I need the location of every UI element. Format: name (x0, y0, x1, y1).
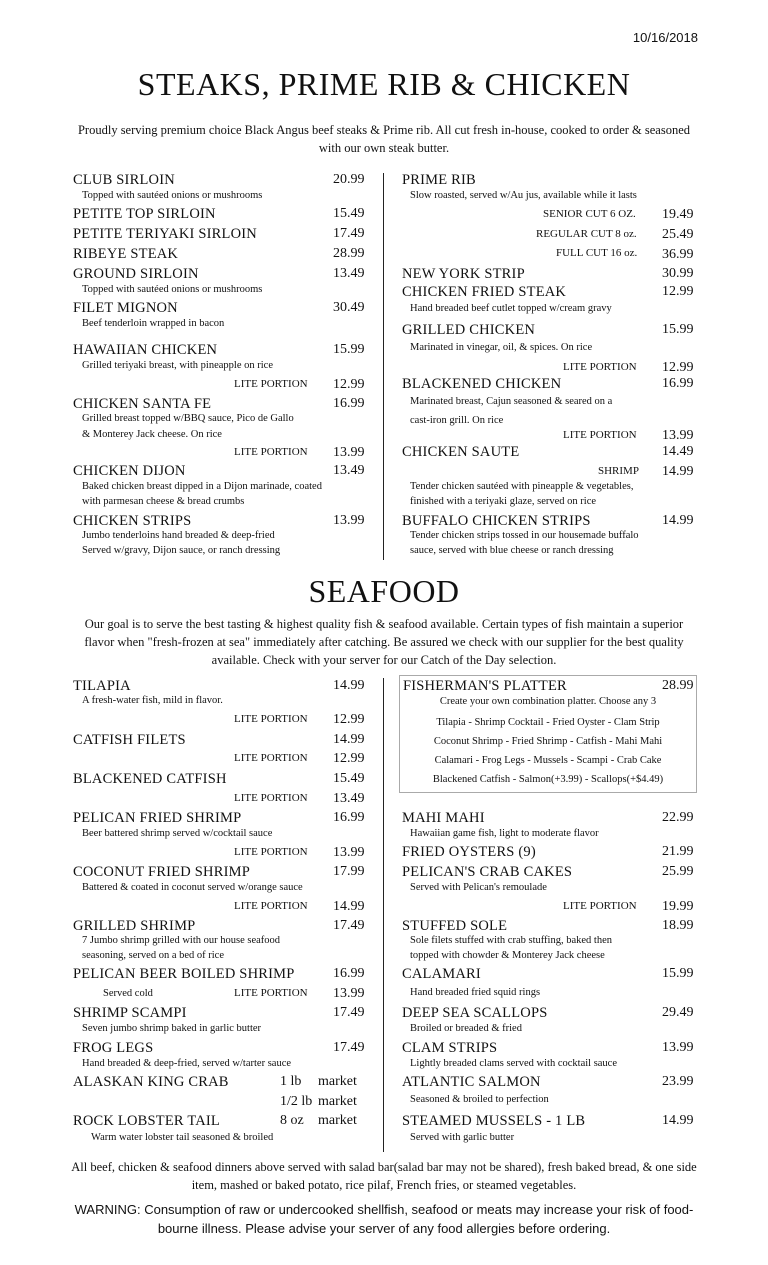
menu-item-price: 30.99 (662, 266, 694, 281)
lite-portion-price: 13.99 (333, 845, 365, 860)
menu-item-price: 13.49 (333, 463, 365, 478)
menu-item-name: PELICAN FRIED SHRIMP (73, 810, 242, 826)
menu-item-description: Served cold (103, 988, 153, 999)
menu-item-description: Broiled or breaded & fried (410, 1023, 522, 1034)
lite-portion-label: LITE PORTION (563, 361, 637, 373)
lite-portion-label: LITE PORTION (234, 900, 308, 912)
menu-item-name: STEAMED MUSSELS - 1 LB (402, 1113, 586, 1129)
menu-item-price: 16.99 (662, 376, 694, 391)
menu-item-description: Warm water lobster tail seasoned & broiled (91, 1132, 274, 1143)
lite-portion-price: 13.99 (333, 986, 365, 1001)
menu-item-description: Hand breaded beef cutlet topped w/cream gravy (410, 303, 612, 314)
lite-portion-price: 13.49 (333, 791, 365, 806)
menu-item-description: Jumbo tenderloins hand breaded & deep-fried (82, 530, 275, 541)
menu-item-description: Grilled teriyaki breast, with pineapple on rice (82, 360, 273, 371)
menu-item-description: sauce, served with blue cheese or ranch dressing (410, 545, 614, 556)
menu-item-description: Served with Pelican's remoulade (410, 882, 547, 893)
menu-item-name: HAWAIIAN CHICKEN (73, 342, 218, 358)
menu-item-description: Hand breaded fried squid rings (410, 987, 541, 998)
menu-item-price: 14.99 (333, 678, 365, 693)
menu-item-price: 25.99 (662, 864, 694, 879)
menu-item-price: market (318, 1113, 357, 1128)
lite-portion-label: LITE PORTION (234, 446, 308, 458)
steaks-intro: Proudly serving premium choice Black Angus beef steaks & Prime rib. All cut fresh in-house, cooked to order & seasoned with our own steak butter. (77, 123, 691, 155)
menu-item-price: 17.49 (333, 1005, 365, 1020)
menu-item-price: 15.99 (333, 342, 365, 357)
menu-date: 10/16/2018 (632, 30, 698, 45)
menu-item-description: Slow roasted, served w/Au jus, available while it lasts (410, 190, 637, 201)
lite-portion-label: LITE PORTION (234, 987, 308, 999)
menu-item-name: NEW YORK STRIP (402, 266, 525, 282)
lite-portion-price: 12.99 (333, 712, 365, 727)
menu-item-name: FROG LEGS (73, 1040, 154, 1056)
food-safety-warning: WARNING: Consumption of raw or undercooked shellfish, seafood or meats may increase your risk of food-bourne illness. Please advise your server of any food allergies before ordering. (74, 1202, 694, 1236)
menu-item-description: Beef tenderloin wrapped in bacon (82, 318, 225, 329)
menu-item-price: 14.99 (333, 732, 365, 747)
platter-options: Calamari - Frog Legs - Mussels - Scampi - Crab Cake (434, 755, 662, 766)
menu-item-description: Baked chicken breast dipped in a Dijon marinade, coated (82, 481, 322, 492)
menu-item-description: Tender chicken sautéed with pineapple & vegetables, (410, 481, 634, 492)
menu-item-description: Served w/gravy, Dijon sauce, or ranch dressing (82, 545, 281, 556)
menu-item-name: MAHI MAHI (402, 810, 485, 826)
lite-portion-price: 19.99 (662, 899, 694, 914)
menu-item-description: topped with chowder & Monterey Jack cheese (410, 950, 605, 961)
lite-portion-label: LITE PORTION (234, 378, 308, 390)
menu-item-description: Seven jumbo shrimp baked in garlic butter (82, 1023, 262, 1034)
lite-portion-price: 13.99 (333, 445, 365, 460)
menu-item-name: ATLANTIC SALMON (402, 1074, 541, 1090)
menu-item-name: PRIME RIB (402, 172, 476, 188)
menu-item-price: 14.49 (662, 444, 694, 459)
menu-item-price: market (318, 1094, 357, 1109)
menu-item-name: PELICAN BEER BOILED SHRIMP (73, 966, 295, 982)
menu-item-description: Battered & coated in coconut served w/orange sauce (82, 882, 303, 893)
menu-item-description: Served with garlic butter (410, 1132, 515, 1143)
shrimp-option-price: 14.99 (662, 464, 694, 479)
menu-item-description: A fresh-water fish, mild in flavor. (82, 695, 223, 706)
menu-item-price: 17.49 (333, 918, 365, 933)
menu-item-price: 29.49 (662, 1005, 694, 1020)
menu-item-name: CATFISH FILETS (73, 732, 186, 748)
menu-item-name: BUFFALO CHICKEN STRIPS (402, 513, 591, 529)
menu-item-name: TILAPIA (73, 678, 131, 694)
menu-item-name: BLACKENED CHICKEN (402, 376, 562, 392)
lite-portion-label: LITE PORTION (234, 846, 308, 858)
menu-item-name: CHICKEN DIJON (73, 463, 186, 479)
menu-item-description: Hand breaded & deep-fried, served w/tarter sauce (82, 1058, 292, 1069)
menu-item-price: 16.99 (333, 966, 365, 981)
menu-item-price: 16.99 (333, 810, 365, 825)
lite-portion-price: 12.99 (333, 751, 365, 766)
menu-item-price: 16.99 (333, 396, 365, 411)
portion-size: 8 oz (280, 1113, 304, 1128)
menu-item-description: & Monterey Jack cheese. On rice (82, 429, 222, 440)
menu-item-name: FILET MIGNON (73, 300, 178, 316)
menu-item-price: 17.49 (333, 1040, 365, 1055)
menu-item-price: 18.99 (662, 918, 694, 933)
fishermans-platter-box (399, 675, 697, 793)
menu-item-price: 13.49 (333, 266, 365, 281)
lite-portion-label: LITE PORTION (234, 713, 308, 725)
menu-item-name: CALAMARI (402, 966, 481, 982)
menu-item-name: GRILLED CHICKEN (402, 322, 536, 338)
menu-item-name: PETITE TERIYAKI SIRLOIN (73, 226, 257, 242)
platter-options: Coconut Shrimp - Fried Shrimp - Catfish - Mahi Mahi (433, 736, 663, 747)
menu-item-description: cast-iron grill. On rice (410, 415, 504, 426)
menu-item-description: Beer battered shrimp served w/cocktail sauce (82, 828, 273, 839)
menu-item-name: CLAM STRIPS (402, 1040, 498, 1056)
menu-item-name: GROUND SIRLOIN (73, 266, 199, 282)
lite-portion-price: 12.99 (662, 360, 694, 375)
portion-size: 1/2 lb (280, 1094, 313, 1109)
seafood-intro: Our goal is to serve the best tasting & highest quality fish & seafood available. Certain types of fish maintain a superior flavor when "fresh-frozen at sea" immediately after catching. Be assured we check with our supplier for the best quality available. Check with your server for our Catch of the Day selection. (84, 617, 684, 667)
seafood-section-title: SEAFOOD (308, 573, 460, 609)
menu-item-price: 14.99 (662, 513, 694, 528)
menu-item-price: 20.99 (333, 172, 365, 187)
menu-item-price: 13.99 (333, 513, 365, 528)
lite-portion-label: LITE PORTION (563, 429, 637, 441)
menu-item-description: Hawaiian game fish, light to moderate flavor (410, 828, 599, 839)
menu-item-description: Grilled breast topped w/BBQ sauce, Pico de Gallo (82, 413, 294, 424)
menu-item-name: ALASKAN KING CRAB (73, 1074, 229, 1090)
menu-item-price: 15.49 (333, 771, 365, 786)
menu-item-description: Topped with sautéed onions or mushrooms (82, 284, 263, 295)
menu-item-name: FISHERMAN'S PLATTER (403, 678, 567, 694)
menu-item-price: 17.99 (333, 864, 365, 879)
lite-portion-price: 13.99 (662, 428, 694, 443)
menu-item-description: Tender chicken strips tossed in our housemade buffalo (410, 530, 639, 541)
menu-item-name: DEEP SEA SCALLOPS (402, 1005, 548, 1021)
menu-item-price: 15.49 (333, 206, 365, 221)
prime-rib-regular-price: 25.49 (662, 227, 694, 242)
platter-options: Tilapia - Shrimp Cocktail - Fried Oyster - Clam Strip (436, 717, 660, 728)
menu-item-description: finished with a teriyaki glaze, served on rice (410, 496, 597, 507)
shrimp-option-label: SHRIMP (598, 465, 639, 477)
seafood-column-divider (383, 678, 384, 1152)
menu-item-price: 17.49 (333, 226, 365, 241)
menu-item-price: 12.99 (662, 284, 694, 299)
menu-item-description: with parmesan cheese & bread crumbs (82, 496, 245, 507)
menu-item-name: BLACKENED CATFISH (73, 771, 227, 787)
menu-item-price: 22.99 (662, 810, 694, 825)
menu-item-name: CHICKEN SANTA FE (73, 396, 212, 412)
menu-item-name: RIBEYE STEAK (73, 246, 179, 262)
prime-rib-senior-price: 19.49 (662, 207, 694, 222)
menu-item-price: 14.99 (662, 1113, 694, 1128)
menu-item-price: 15.99 (662, 322, 694, 337)
menu-item-name: CHICKEN STRIPS (73, 513, 192, 529)
menu-item-description: Lightly breaded clams served with cocktail sauce (410, 1058, 618, 1069)
menu-item-price: 28.99 (662, 678, 694, 693)
steaks-column-divider (383, 173, 384, 560)
steaks-section-title: STEAKS, PRIME RIB & CHICKEN (137, 66, 631, 102)
lite-portion-label: LITE PORTION (234, 792, 308, 804)
menu-item-price: 21.99 (662, 844, 694, 859)
dinner-includes-note: All beef, chicken & seafood dinners above served with salad bar(salad bar may not be shared), fresh baked bread, & one side item, mashed or baked potato, rice pilaf, French fries, or steamed vegetables. (71, 1160, 697, 1192)
menu-item-price: 30.49 (333, 300, 365, 315)
menu-item-price: 28.99 (333, 246, 365, 261)
portion-size: 1 lb (280, 1074, 302, 1089)
platter-options: Blackened Catfish - Salmon(+3.99) - Scallops(+$4.49) (432, 774, 664, 785)
menu-item-description: Topped with sautéed onions or mushrooms (82, 190, 263, 201)
menu-item-price: market (318, 1074, 357, 1089)
menu-item-name: PELICAN'S CRAB CAKES (402, 864, 573, 880)
menu-item-name: COCONUT FRIED SHRIMP (73, 864, 250, 880)
lite-portion-price: 12.99 (333, 377, 365, 392)
platter-description: Create your own combination platter. Choose any 3 (439, 696, 657, 707)
menu-item-name: CLUB SIRLOIN (73, 172, 175, 188)
menu-item-price: 23.99 (662, 1074, 694, 1089)
menu-item-description: 7 Jumbo shrimp grilled with our house seafood (82, 935, 281, 946)
menu-item-name: CHICKEN FRIED STEAK (402, 284, 567, 300)
prime-rib-full-price: 36.99 (662, 247, 694, 262)
prime-rib-senior-label: SENIOR CUT 6 OZ. (543, 208, 636, 220)
menu-item-name: SHRIMP SCAMPI (73, 1005, 187, 1021)
lite-portion-price: 14.99 (333, 899, 365, 914)
lite-portion-label: LITE PORTION (234, 752, 308, 764)
menu-item-name: STUFFED SOLE (402, 918, 508, 934)
prime-rib-full-label: FULL CUT 16 oz. (556, 247, 638, 259)
menu-item-description: Marinated in vinegar, oil, & spices. On rice (410, 342, 593, 353)
lite-portion-label: LITE PORTION (563, 900, 637, 912)
menu-item-price: 13.99 (662, 1040, 694, 1055)
menu-item-name: GRILLED SHRIMP (73, 918, 196, 934)
prime-rib-regular-label: REGULAR CUT 8 oz. (536, 228, 637, 240)
menu-item-name: ROCK LOBSTER TAIL (73, 1113, 220, 1129)
menu-item-name: PETITE TOP SIRLOIN (73, 206, 216, 222)
menu-item-name: FRIED OYSTERS (9) (402, 844, 536, 860)
menu-item-description: Marinated breast, Cajun seasoned & seared on a (410, 396, 613, 407)
menu-item-price: 15.99 (662, 966, 694, 981)
menu-item-description: seasoning, served on a bed of rice (82, 950, 224, 961)
menu-item-description: Sole filets stuffed with crab stuffing, baked then (410, 935, 612, 946)
menu-item-name: CHICKEN SAUTE (402, 444, 520, 460)
menu-item-description: Seasoned & broiled to perfection (410, 1094, 549, 1105)
